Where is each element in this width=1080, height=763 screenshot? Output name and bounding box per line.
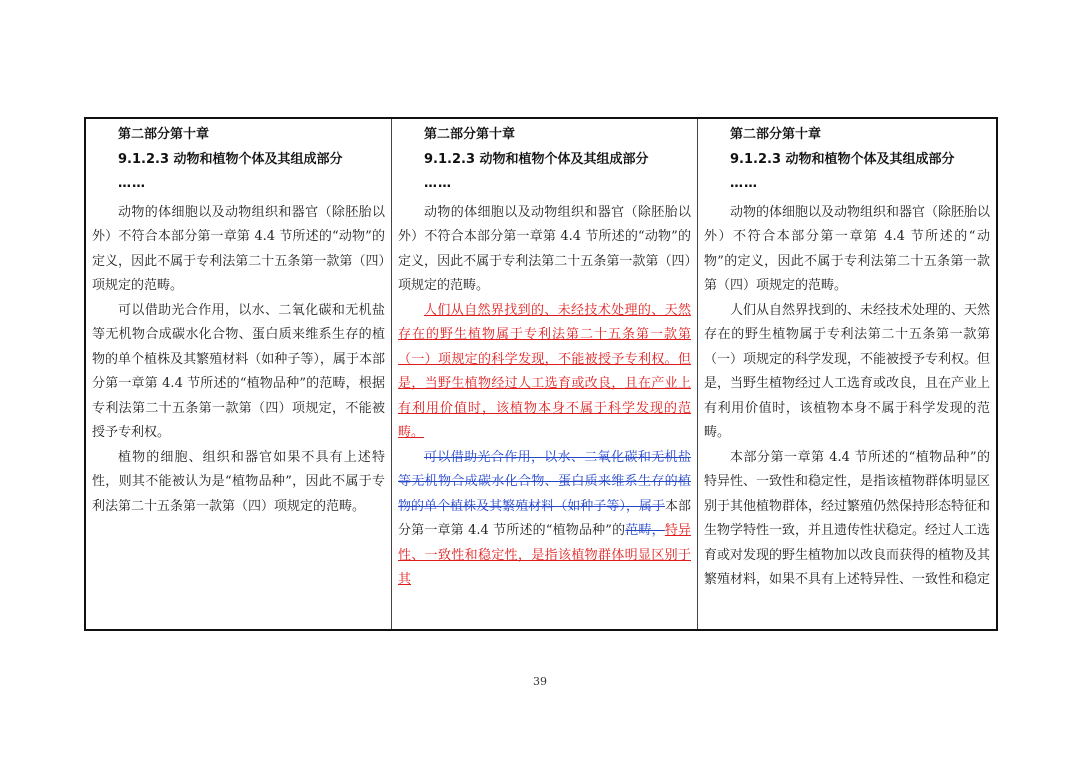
paragraph-animal-cells: 动物的体细胞以及动物组织和器官（除胚胎以外）不符合本部分第一章第 4.4 节所述的“动物”的定义，因此不属于专利法第二十五条第一款第（四）项规定的范畴。 bbox=[398, 204, 691, 293]
inserted-text: 特异性、一致性和稳定性，是指该植物群体明显区别于其 bbox=[398, 523, 691, 587]
deleted-text: 可以借助光合作用，以水、二氧化碳和无机盐等无机物合成碳水化合物、蛋白质来维系生存的植物的单个植株及其繁殖材料（如种子等），属于 bbox=[398, 449, 691, 514]
chapter-heading: 第二部分第十章 bbox=[424, 127, 516, 142]
ellipsis: …… bbox=[730, 176, 758, 191]
column-original bbox=[86, 119, 392, 629]
column-revised bbox=[698, 119, 996, 629]
ellipsis: …… bbox=[118, 176, 146, 191]
deleted-text: 范畴， bbox=[625, 523, 665, 538]
paragraph-plant-variety-revised bbox=[398, 446, 691, 593]
column-revision bbox=[392, 119, 698, 629]
page-number: 39 bbox=[533, 675, 547, 688]
ellipsis: …… bbox=[424, 176, 452, 191]
paragraph-animal-cells: 动物的体细胞以及动物组织和器官（除胚胎以外）不符合本部分第一章第 4.4 节所述的“动物”的定义，因此不属于专利法第二十五条第一款第（四）项规定的范畴。 bbox=[704, 204, 991, 293]
paragraph-plant-variety-characteristics: 本部分第一章第 4.4 节所述的“植物品种”的特异性、一致性和稳定性，是指该植物群体明显区别于其他植物群体，经过繁殖仍然保持形态特征和生物学特性一致，并且遗传性状稳定。经过人工选育或对发现的野生植物加以改良而获得的植物及其繁殖材料，如果不具有上述特异性、一致性和稳定 bbox=[704, 449, 991, 587]
paragraph-plant-parts: 植物的细胞、组织和器官如果不具有上述特性，则其不能被认为是“植物品种”，因此不属于专利法第二十五条第一款第（四）项规定的范畴。 bbox=[92, 449, 385, 514]
comparison-table bbox=[84, 117, 998, 631]
paragraph-wild-plant-inserted bbox=[398, 299, 691, 446]
chapter-heading: 第二部分第十章 bbox=[730, 127, 822, 142]
paragraph-wild-plant: 人们从自然界找到的、未经技术处理的、天然存在的野生植物属于专利法第二十五条第一款第（一）项规定的科学发现，不能被授予专利权。但是，当野生植物经过人工选育或改良，且在产业上有利用价值时，该植物本身不属于科学发现的范畴。 bbox=[704, 302, 991, 440]
paragraph-animal-cells: 动物的体细胞以及动物组织和器官（除胚胎以外）不符合本部分第一章第 4.4 节所述的“动物”的定义，因此不属于专利法第二十五条第一款第（四）项规定的范畴。 bbox=[92, 204, 385, 293]
paragraph-plant-variety: 可以借助光合作用，以水、二氧化碳和无机盐等无机物合成碳水化合物、蛋白质来维系生存的植物的单个植株及其繁殖材料（如种子等），属于本部分第一章第 4.4 节所述的“植物品种”的范畴，根据专利法第二十五条第一款第（四）项规定，不能被授予专利权。 bbox=[92, 302, 385, 440]
inserted-text: 人们从自然界找到的、未经技术处理的、天然存在的野生植物属于专利法第二十五条第一款第（一）项规定的科学发现，不能被授予专利权。但是，当野生植物经过人工选育或改良，且在产业上有利用价值时，该植物本身不属于科学发现的范畴。 bbox=[398, 302, 691, 440]
unchanged-text: 本部分第一章第 4.4 节所述的“植物品种”的 bbox=[398, 498, 691, 538]
chapter-heading: 第二部分第十章 bbox=[118, 127, 210, 142]
section-heading: 9.1.2.3 动物和植物个体及其组成部分 bbox=[730, 151, 955, 167]
section-heading: 9.1.2.3 动物和植物个体及其组成部分 bbox=[424, 151, 649, 167]
section-heading: 9.1.2.3 动物和植物个体及其组成部分 bbox=[118, 151, 343, 167]
